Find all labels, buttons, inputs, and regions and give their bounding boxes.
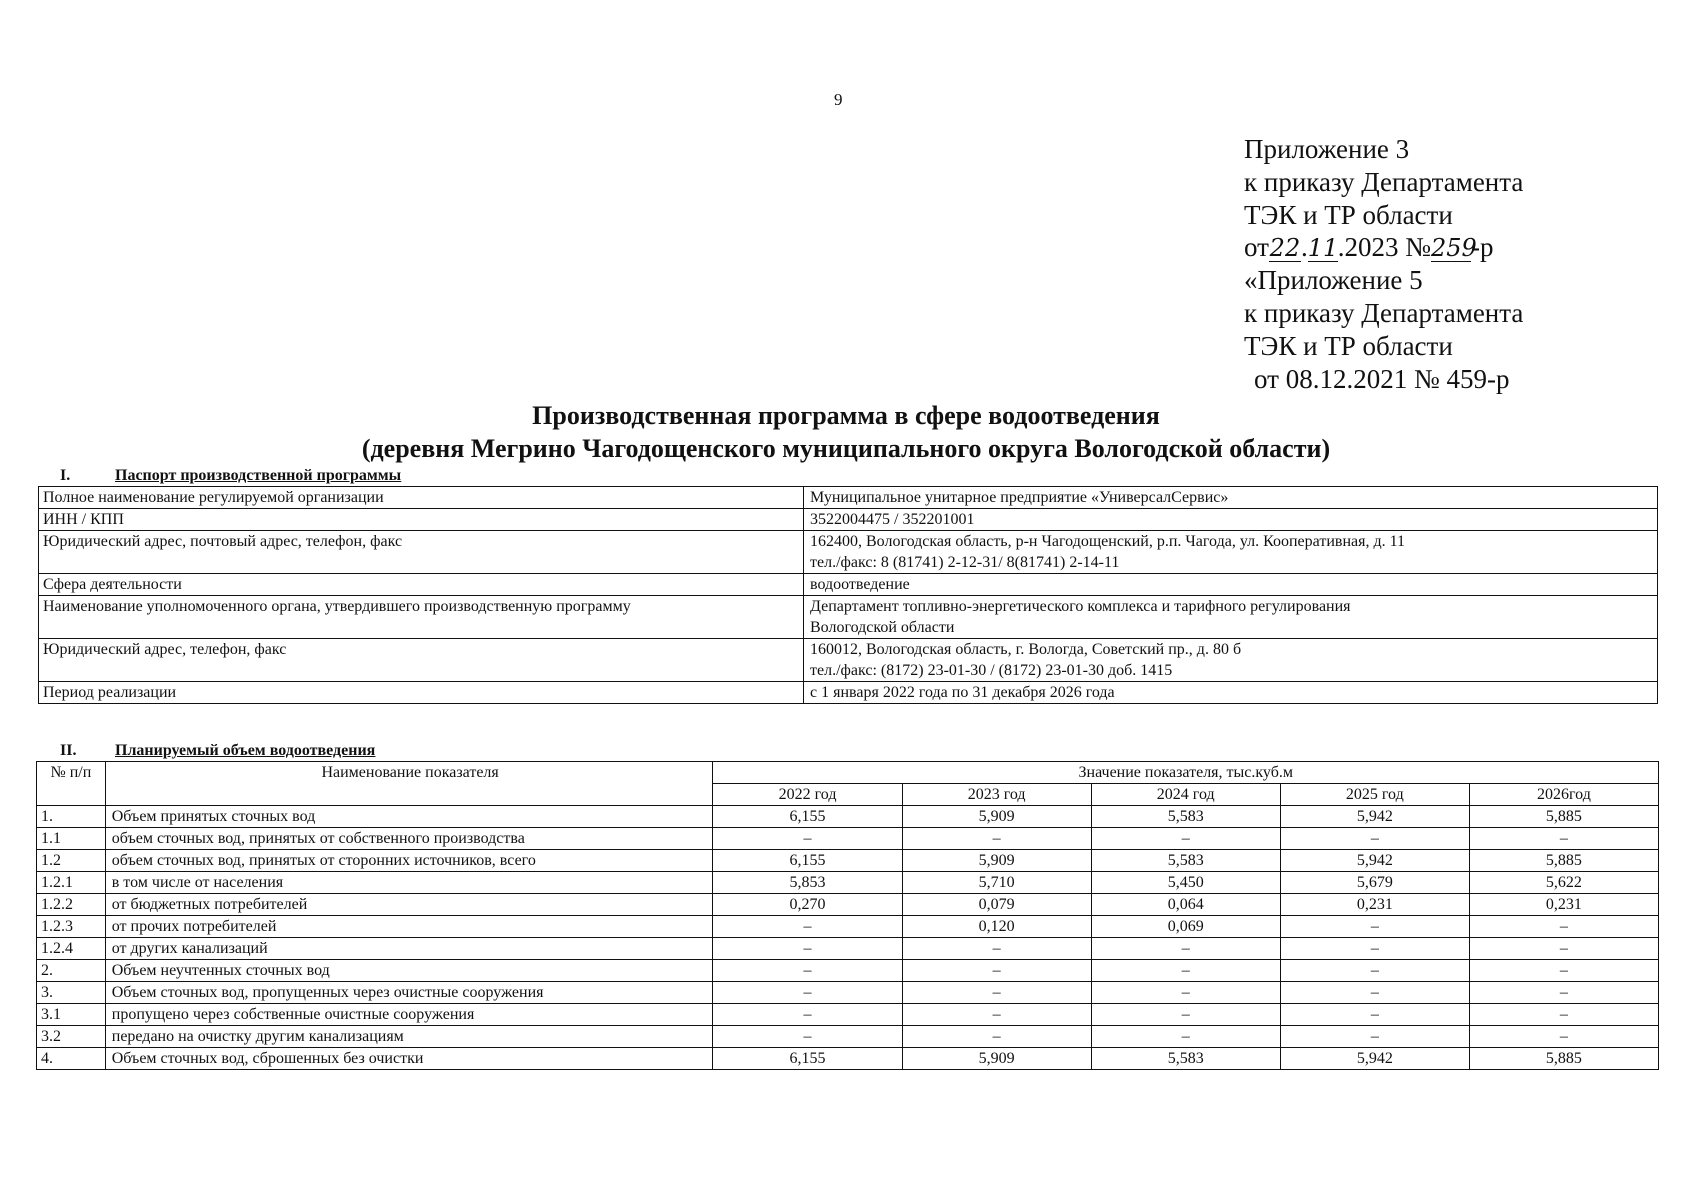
row-value: 5,885: [1469, 806, 1658, 828]
table-row: [39, 639, 1658, 682]
row-value: –: [1469, 960, 1658, 982]
row-name: Объем сточных вод, пропущенных через очистные сооружения: [105, 982, 713, 1004]
row-value: –: [1469, 982, 1658, 1004]
row-name: от других канализаций: [105, 938, 713, 960]
passport-value: [804, 509, 1658, 531]
passport-label: Период реализации: [39, 682, 804, 704]
table-row: [37, 916, 1659, 938]
row-value: –: [902, 828, 1091, 850]
row-value: 0,270: [713, 894, 902, 916]
section-title: Планируемый объем водоотведения: [115, 742, 376, 759]
row-value: –: [713, 916, 902, 938]
appendix-line: от 08.12.2021 № 459-р: [1254, 363, 1510, 394]
row-value: –: [713, 982, 902, 1004]
passport-value-line: Вологодской области: [810, 619, 955, 636]
table-row: [37, 1026, 1659, 1048]
row-value: 5,942: [1280, 850, 1469, 872]
passport-label: Полное наименование регулируемой организации: [39, 487, 804, 509]
row-value: 5,853: [713, 872, 902, 894]
row-value: 6,155: [713, 1048, 902, 1070]
row-number: 3.1: [37, 1004, 106, 1026]
order-suffix: -р: [1470, 232, 1494, 263]
appendix-line: к приказу Департамента: [1244, 166, 1524, 197]
table-row: [37, 872, 1659, 894]
row-number: 3.: [37, 982, 106, 1004]
row-value: 5,583: [1091, 1048, 1280, 1070]
row-value: –: [1469, 938, 1658, 960]
passport-label: Юридический адрес, почтовый адрес, телефон, факс: [39, 531, 804, 574]
row-name: Объем принятых сточных вод: [105, 806, 713, 828]
header-year: 2023 год: [902, 784, 1091, 806]
row-number: 1.2.1: [37, 872, 106, 894]
title-line-1: Производственная программа в сфере водоотведения: [532, 401, 1160, 430]
header-year: 2025 год: [1280, 784, 1469, 806]
appendix-line: Приложение 3: [1244, 134, 1410, 164]
row-value: 5,885: [1469, 850, 1658, 872]
passport-value: [804, 531, 1658, 574]
table-row: [39, 596, 1658, 639]
row-name: пропущено через собственные очистные сооружения: [105, 1004, 713, 1026]
row-value: –: [1280, 938, 1469, 960]
row-value: –: [1469, 828, 1658, 850]
row-value: 6,155: [713, 806, 902, 828]
row-name: объем сточных вод, принятых от собственного производства: [105, 828, 713, 850]
table-row: [37, 938, 1659, 960]
handwritten-month: 11: [1307, 234, 1339, 263]
row-value: 0,231: [1280, 894, 1469, 916]
section-title: Паспорт производственной программы: [115, 467, 402, 484]
section-number: II.: [60, 742, 77, 759]
passport-value-line: Департамент топливно-энергетического комплекса и тарифного регулирования: [810, 598, 1351, 615]
appendix-block: [1244, 133, 1523, 395]
table-row: [39, 574, 1658, 596]
row-value: –: [1091, 960, 1280, 982]
passport-value: [804, 574, 1658, 596]
passport-label: ИНН / КПП: [39, 509, 804, 531]
title-line-2: (деревня Мегрино Чагодощенского муниципального округа Вологодской области): [361, 434, 1331, 463]
row-value: –: [1091, 1026, 1280, 1048]
table-row: [39, 531, 1658, 574]
row-value: 0,069: [1091, 916, 1280, 938]
section-number: I.: [60, 467, 71, 484]
header-num: № п/п: [37, 762, 106, 806]
row-number: 4.: [37, 1048, 106, 1070]
appendix-line: к приказу Департамента: [1244, 297, 1524, 328]
row-value: –: [1469, 1004, 1658, 1026]
appendix-line: ТЭК и ТР области: [1244, 199, 1453, 230]
row-value: –: [902, 960, 1091, 982]
row-value: –: [1280, 960, 1469, 982]
row-name: в том числе от населения: [105, 872, 713, 894]
header-year: 2022 год: [713, 784, 902, 806]
row-value: –: [1280, 982, 1469, 1004]
row-value: –: [902, 1004, 1091, 1026]
passport-value-line: тел./факс: 8 (81741) 2-12-31/ 8(81741) 2-14-11: [810, 554, 1120, 571]
row-value: –: [1469, 1026, 1658, 1048]
row-value: 5,942: [1280, 1048, 1469, 1070]
row-value: 5,679: [1280, 872, 1469, 894]
row-value: –: [1091, 982, 1280, 1004]
header-year: 2024 год: [1091, 784, 1280, 806]
table-row: [39, 487, 1658, 509]
row-number: 1.2: [37, 850, 106, 872]
handwritten-number: 259: [1430, 234, 1477, 263]
row-name: от бюджетных потребителей: [105, 894, 713, 916]
row-name: передано на очистку другим канализациям: [105, 1026, 713, 1048]
row-name: Объем неучтенных сточных вод: [105, 960, 713, 982]
row-value: 5,710: [902, 872, 1091, 894]
row-value: 0,079: [902, 894, 1091, 916]
row-number: 1.: [37, 806, 106, 828]
header-year: 2026год: [1469, 784, 1658, 806]
row-value: –: [713, 938, 902, 960]
row-number: 2.: [37, 960, 106, 982]
table-header-row: [37, 762, 1659, 784]
passport-value-line: 162400, Вологодская область, р-н Чагодощенский, р.п. Чагода, ул. Кооперативная, д. 11: [810, 533, 1406, 550]
section-1-heading: [60, 467, 401, 485]
section-2-heading: [60, 742, 375, 760]
row-value: 0,064: [1091, 894, 1280, 916]
row-value: 6,155: [713, 850, 902, 872]
passport-value-line: тел./факс: (8172) 23-01-30 / (8172) 23-01-30 доб. 1415: [810, 662, 1173, 679]
row-value: 5,942: [1280, 806, 1469, 828]
row-value: –: [713, 1026, 902, 1048]
row-name: объем сточных вод, принятых от сторонних источников, всего: [105, 850, 713, 872]
row-value: 5,909: [902, 1048, 1091, 1070]
header-name: Наименование показателя: [105, 762, 713, 806]
row-value: –: [713, 1004, 902, 1026]
row-value: –: [902, 1026, 1091, 1048]
row-number: 1.2.3: [37, 916, 106, 938]
row-value: 0,231: [1469, 894, 1658, 916]
row-value: 5,909: [902, 850, 1091, 872]
row-value: –: [1091, 938, 1280, 960]
row-value: –: [1280, 1026, 1469, 1048]
row-value: –: [1280, 1004, 1469, 1026]
row-value: 5,622: [1469, 872, 1658, 894]
row-number: 1.1: [37, 828, 106, 850]
handwritten-day: 22: [1269, 234, 1301, 263]
passport-value-line: 3522004475 / 352201001: [810, 511, 975, 528]
row-number: 1.2.2: [37, 894, 106, 916]
appendix-line: ТЭК и ТР области: [1244, 330, 1453, 361]
table-row: [37, 1004, 1659, 1026]
row-value: 5,450: [1091, 872, 1280, 894]
order-prefix: от: [1244, 232, 1269, 263]
row-value: –: [1469, 916, 1658, 938]
table-row: [39, 682, 1658, 704]
row-value: 5,909: [902, 806, 1091, 828]
appendix-line: «Приложение 5: [1244, 265, 1423, 296]
row-value: –: [713, 828, 902, 850]
passport-label: Юридический адрес, телефон, факс: [39, 639, 804, 682]
row-name: Объем сточных вод, сброшенных без очистки: [105, 1048, 713, 1070]
table-row: [37, 828, 1659, 850]
passport-value-line: водоотведение: [810, 576, 910, 593]
passport-label: Сфера деятельности: [39, 574, 804, 596]
row-number: 3.2: [37, 1026, 106, 1048]
row-value: –: [1280, 916, 1469, 938]
row-value: 5,885: [1469, 1048, 1658, 1070]
row-value: 0,120: [902, 916, 1091, 938]
passport-table: [38, 486, 1658, 704]
order-year: .2023 №: [1337, 232, 1431, 263]
table-row: [37, 960, 1659, 982]
row-value: –: [713, 960, 902, 982]
row-value: –: [1091, 1004, 1280, 1026]
table-row: [37, 982, 1659, 1004]
row-number: 1.2.4: [37, 938, 106, 960]
table-row: [37, 894, 1659, 916]
page-number: 9: [834, 90, 843, 109]
table-row: [37, 850, 1659, 872]
row-value: –: [902, 982, 1091, 1004]
passport-value-line: 160012, Вологодская область, г. Вологда, Советский пр., д. 80 б: [810, 641, 1242, 658]
row-name: от прочих потребителей: [105, 916, 713, 938]
appendix-order-line: от22.11.2023 №259-р: [1244, 232, 1494, 263]
table-row: [39, 509, 1658, 531]
passport-value-line: Муниципальное унитарное предприятие «УниверсалСервис»: [810, 489, 1229, 506]
row-value: –: [1280, 828, 1469, 850]
passport-value: [804, 596, 1658, 639]
row-value: 5,583: [1091, 850, 1280, 872]
passport-value: [804, 682, 1658, 704]
volume-table: [36, 761, 1659, 1070]
document-title: [36, 399, 1656, 465]
row-value: –: [1091, 828, 1280, 850]
passport-label: Наименование уполномоченного органа, утвердившего производственную программу: [39, 596, 804, 639]
passport-value: [804, 639, 1658, 682]
header-value-group: Значение показателя, тыс.куб.м: [713, 762, 1659, 784]
table-row: [37, 806, 1659, 828]
passport-value: [804, 487, 1658, 509]
row-value: 5,583: [1091, 806, 1280, 828]
table-row: [37, 1048, 1659, 1070]
row-value: –: [902, 938, 1091, 960]
passport-value-line: с 1 января 2022 года по 31 декабря 2026 года: [810, 684, 1115, 701]
